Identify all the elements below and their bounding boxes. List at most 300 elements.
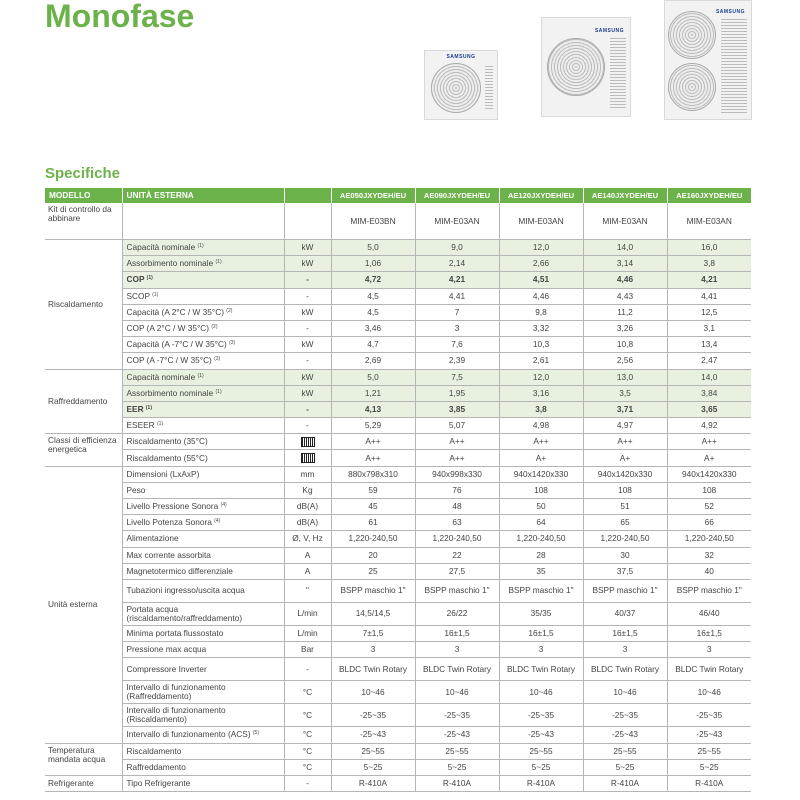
header-model-4: AE140JXYDEH/EU bbox=[583, 188, 667, 203]
cell-value: BLDC Twin Rotary bbox=[415, 658, 499, 681]
row-unit: °C bbox=[284, 743, 331, 759]
cell-value: A+ bbox=[499, 450, 583, 466]
cell-value: A++ bbox=[331, 434, 415, 450]
row-label-text: Assorbimento nominale bbox=[126, 387, 214, 398]
cell-value: 5,0 bbox=[331, 369, 415, 385]
row-unit: kW bbox=[284, 385, 331, 401]
row-label bbox=[122, 515, 284, 531]
cell-value: 10~46 bbox=[499, 681, 583, 704]
row-unit: dB(A) bbox=[284, 515, 331, 531]
row-label bbox=[122, 337, 284, 353]
cell-value: 48 bbox=[415, 499, 499, 515]
row-label-text: Portata acqua (riscaldamento/raffreddamento) bbox=[126, 603, 243, 623]
row-label-text: Dimensioni (LxAxP) bbox=[126, 468, 200, 479]
row-unit: - bbox=[284, 775, 331, 791]
cell-value: 13,4 bbox=[667, 337, 751, 353]
row-label bbox=[122, 602, 284, 625]
table-row bbox=[45, 385, 751, 401]
cell-value: 880x798x310 bbox=[331, 466, 415, 482]
cell-value: 3,1 bbox=[667, 320, 751, 336]
row-label bbox=[122, 401, 284, 417]
table-row bbox=[45, 704, 751, 727]
table-row bbox=[45, 775, 751, 791]
row-label-text: Capacità (A 2°C / W 35°C) bbox=[126, 306, 224, 317]
grille-icon bbox=[485, 65, 493, 109]
row-unit: A bbox=[284, 563, 331, 579]
cell-value: 25~55 bbox=[499, 743, 583, 759]
cell-value: 4,5 bbox=[331, 304, 415, 320]
cell-value: 35 bbox=[499, 563, 583, 579]
cell-value: 1,220-240,50 bbox=[583, 531, 667, 547]
cell-value: 3 bbox=[583, 642, 667, 658]
cell-value: -25~43 bbox=[331, 727, 415, 743]
cell-value: 2,56 bbox=[583, 353, 667, 369]
cell-value: 16±1,5 bbox=[583, 625, 667, 641]
table-row bbox=[45, 337, 751, 353]
row-label bbox=[122, 353, 284, 369]
footnote-marker: (2) bbox=[211, 324, 218, 331]
cell-value: 10,3 bbox=[499, 337, 583, 353]
cell-value: 4,46 bbox=[583, 272, 667, 288]
brand-logo: SAMSUNG bbox=[594, 28, 624, 34]
cell-value: A++ bbox=[583, 434, 667, 450]
cell-value: BSPP maschio 1" bbox=[415, 579, 499, 602]
cell-value: 3,8 bbox=[499, 401, 583, 417]
row-label bbox=[122, 759, 284, 775]
table-row bbox=[45, 450, 751, 466]
row-unit: - bbox=[284, 658, 331, 681]
table-row bbox=[45, 418, 751, 434]
cell-value: 4,43 bbox=[583, 288, 667, 304]
cell-value: 20 bbox=[331, 547, 415, 563]
row-unit: L/min bbox=[284, 602, 331, 625]
table-row bbox=[45, 602, 751, 625]
cell-value: 4,21 bbox=[667, 272, 751, 288]
cell-value: A++ bbox=[415, 434, 499, 450]
table-row bbox=[45, 531, 751, 547]
row-label-text: Riscaldamento (35°C) bbox=[126, 436, 208, 447]
cell-value: 12,5 bbox=[667, 304, 751, 320]
table-row bbox=[45, 256, 751, 272]
cell-value: 3,8 bbox=[667, 256, 751, 272]
row-unit: kW bbox=[284, 256, 331, 272]
footnote-marker: (3) bbox=[214, 356, 221, 363]
cell-value: 2,61 bbox=[499, 353, 583, 369]
footnote-marker: (2) bbox=[226, 307, 233, 314]
cell-value: A++ bbox=[499, 434, 583, 450]
footnote-marker: (1) bbox=[152, 291, 159, 298]
cell-value: 25~55 bbox=[667, 743, 751, 759]
cell-value: 1,220-240,50 bbox=[667, 531, 751, 547]
cell-value: 3,46 bbox=[331, 320, 415, 336]
row-unit: - bbox=[284, 272, 331, 288]
row-label-text: Intervallo di funzionamento (Riscaldamento) bbox=[126, 705, 226, 725]
row-label-text: Intervallo di funzionamento (ACS) bbox=[126, 729, 251, 740]
cell-value: -25~35 bbox=[331, 704, 415, 727]
table-row bbox=[45, 203, 751, 240]
row-label bbox=[122, 642, 284, 658]
row-label-text: Tubazioni ingresso/uscita acqua bbox=[126, 585, 245, 596]
brand-logo: SAMSUNG bbox=[715, 9, 745, 15]
footnote-marker: (1) bbox=[197, 372, 204, 379]
row-unit: - bbox=[284, 353, 331, 369]
table-row bbox=[45, 288, 751, 304]
cell-value: 1,220-240,50 bbox=[499, 531, 583, 547]
cell-value: 3,84 bbox=[667, 385, 751, 401]
row-label-text: Capacità nominale bbox=[126, 242, 196, 253]
cell-value: 7±1,5 bbox=[331, 625, 415, 641]
row-label-text: SCOP bbox=[126, 290, 150, 301]
row-label-text: Riscaldamento (55°C) bbox=[126, 452, 208, 463]
row-unit: A bbox=[284, 547, 331, 563]
cell-value: 940x1420x330 bbox=[667, 466, 751, 482]
group-label-outdoor: Unità esterna bbox=[45, 466, 122, 743]
row-unit: kW bbox=[284, 304, 331, 320]
cell-value: -25~35 bbox=[667, 704, 751, 727]
header-model-2: AE090JXYDEH/EU bbox=[415, 188, 499, 203]
table-row bbox=[45, 547, 751, 563]
table-row bbox=[45, 759, 751, 775]
row-label-text: Intervallo di funzionamento (Raffreddamento) bbox=[126, 682, 226, 702]
cell-value: A++ bbox=[415, 450, 499, 466]
row-label bbox=[122, 563, 284, 579]
cell-value: MIM-E03AN bbox=[667, 203, 751, 240]
row-label bbox=[122, 450, 284, 466]
table-row bbox=[45, 466, 751, 482]
cell-value: 5~25 bbox=[667, 759, 751, 775]
cell-value: 37,5 bbox=[583, 563, 667, 579]
specifications-table bbox=[45, 188, 751, 792]
fan-icon bbox=[668, 11, 716, 59]
cell-value: 940x1420x330 bbox=[499, 466, 583, 482]
row-label-text: ESEER bbox=[126, 420, 155, 431]
cell-value: 50 bbox=[499, 499, 583, 515]
cell-value: 76 bbox=[415, 482, 499, 498]
cell-value: 3,14 bbox=[583, 256, 667, 272]
cell-value: 13,0 bbox=[583, 369, 667, 385]
group-label-water: Temperatura mandata acqua bbox=[45, 743, 122, 775]
footnote-marker: (1) bbox=[197, 243, 204, 250]
row-label bbox=[122, 727, 284, 743]
cell-value: 2,14 bbox=[415, 256, 499, 272]
cell-value: 4,7 bbox=[331, 337, 415, 353]
cell-value: 4,13 bbox=[331, 401, 415, 417]
energy-label-icon bbox=[301, 437, 315, 447]
row-label bbox=[122, 320, 284, 336]
footnote-marker: (1) bbox=[215, 259, 222, 266]
footnote-marker: (5) bbox=[252, 730, 259, 737]
cell-value: 3 bbox=[667, 642, 751, 658]
row-unit: °C bbox=[284, 727, 331, 743]
table-row bbox=[45, 369, 751, 385]
table-row bbox=[45, 401, 751, 417]
row-label bbox=[122, 531, 284, 547]
row-label bbox=[122, 658, 284, 681]
row-label bbox=[122, 743, 284, 759]
cell-value: 14,0 bbox=[667, 369, 751, 385]
footnote-marker: (1) bbox=[145, 404, 152, 411]
cell-value: A++ bbox=[331, 450, 415, 466]
row-label bbox=[122, 385, 284, 401]
cell-value: 4,97 bbox=[583, 418, 667, 434]
cell-value: 3,65 bbox=[667, 401, 751, 417]
row-unit: Bar bbox=[284, 642, 331, 658]
cell-value: BSPP maschio 1" bbox=[583, 579, 667, 602]
cell-value: 108 bbox=[499, 482, 583, 498]
fan-icon bbox=[431, 63, 481, 113]
footnote-marker: (1) bbox=[215, 388, 222, 395]
section-title: Specifiche bbox=[45, 165, 121, 182]
row-unit: - bbox=[284, 288, 331, 304]
outdoor-unit-large-image bbox=[664, 0, 752, 120]
cell-value: 11,2 bbox=[583, 304, 667, 320]
row-unit: Ø, V, Hz bbox=[284, 531, 331, 547]
cell-value: 63 bbox=[415, 515, 499, 531]
cell-value: 25 bbox=[331, 563, 415, 579]
cell-value: 2,39 bbox=[415, 353, 499, 369]
row-label-text: Alimentazione bbox=[126, 533, 179, 544]
fan-icon bbox=[668, 63, 716, 111]
cell-value: 9,8 bbox=[499, 304, 583, 320]
table-row bbox=[45, 499, 751, 515]
table-row bbox=[45, 353, 751, 369]
cell-value: 28 bbox=[499, 547, 583, 563]
row-unit-empty bbox=[284, 203, 331, 240]
cell-value: BLDC Twin Rotary bbox=[331, 658, 415, 681]
cell-value: 4,41 bbox=[667, 288, 751, 304]
cell-value: 10~46 bbox=[583, 681, 667, 704]
cell-value: 3 bbox=[331, 642, 415, 658]
cell-value: 14,5/14,5 bbox=[331, 602, 415, 625]
cell-value: 3,5 bbox=[583, 385, 667, 401]
cell-value: -25~43 bbox=[499, 727, 583, 743]
cell-value: 9,0 bbox=[415, 240, 499, 256]
footnote-marker: (4) bbox=[220, 502, 227, 509]
row-label bbox=[122, 434, 284, 450]
cell-value: A+ bbox=[667, 450, 751, 466]
cell-value: 66 bbox=[667, 515, 751, 531]
table-row bbox=[45, 304, 751, 320]
fan-icon bbox=[547, 38, 605, 96]
header-model: MODELLO bbox=[45, 188, 122, 203]
cell-value: 1,95 bbox=[415, 385, 499, 401]
cell-value: 2,47 bbox=[667, 353, 751, 369]
cell-value: 5~25 bbox=[583, 759, 667, 775]
cell-value: 4,21 bbox=[415, 272, 499, 288]
cell-value: 10~46 bbox=[667, 681, 751, 704]
row-label bbox=[122, 288, 284, 304]
cell-value: 4,46 bbox=[499, 288, 583, 304]
row-label-text: Pressione max acqua bbox=[126, 644, 207, 655]
row-unit: kW bbox=[284, 240, 331, 256]
cell-value: -25~43 bbox=[667, 727, 751, 743]
cell-value: 3,26 bbox=[583, 320, 667, 336]
cell-value: 108 bbox=[667, 482, 751, 498]
header-model-1: AE050JXYDEH/EU bbox=[331, 188, 415, 203]
table-row bbox=[45, 743, 751, 759]
cell-value: 7,6 bbox=[415, 337, 499, 353]
row-label bbox=[122, 304, 284, 320]
cell-value: R-410A bbox=[415, 775, 499, 791]
outdoor-unit-small-image bbox=[424, 50, 498, 120]
cell-value: 1,21 bbox=[331, 385, 415, 401]
row-label-text: Peso bbox=[126, 484, 146, 495]
cell-value: 64 bbox=[499, 515, 583, 531]
cell-value: 25~55 bbox=[583, 743, 667, 759]
row-label bbox=[122, 547, 284, 563]
cell-value: 22 bbox=[415, 547, 499, 563]
group-label-cooling: Raffreddamento bbox=[45, 369, 122, 434]
cell-value: 45 bbox=[331, 499, 415, 515]
table-row bbox=[45, 579, 751, 602]
cell-value: BLDC Twin Rotary bbox=[667, 658, 751, 681]
row-label-text: Raffreddamento bbox=[126, 761, 186, 772]
brand-logo: SAMSUNG bbox=[446, 54, 476, 60]
cell-value: 61 bbox=[331, 515, 415, 531]
cell-value: 5~25 bbox=[415, 759, 499, 775]
cell-value: 940x1420x330 bbox=[583, 466, 667, 482]
row-unit: L/min bbox=[284, 625, 331, 641]
row-unit: dB(A) bbox=[284, 499, 331, 515]
row-label bbox=[122, 272, 284, 288]
row-label bbox=[122, 256, 284, 272]
grille-icon bbox=[610, 38, 626, 108]
cell-value: MIM-E03AN bbox=[499, 203, 583, 240]
cell-value: 5,07 bbox=[415, 418, 499, 434]
cell-value: MIM-E03BN bbox=[331, 203, 415, 240]
cell-value: A++ bbox=[667, 434, 751, 450]
cell-value: 3 bbox=[499, 642, 583, 658]
header-model-5: AE160JXYDEH/EU bbox=[667, 188, 751, 203]
row-unit bbox=[284, 450, 331, 466]
cell-value: R-410A bbox=[583, 775, 667, 791]
cell-value: 5,29 bbox=[331, 418, 415, 434]
cell-value: 25~55 bbox=[331, 743, 415, 759]
cell-value: BSPP maschio 1" bbox=[331, 579, 415, 602]
cell-value: A+ bbox=[583, 450, 667, 466]
cell-value: 5~25 bbox=[499, 759, 583, 775]
row-unit: - bbox=[284, 320, 331, 336]
cell-value: 5~25 bbox=[331, 759, 415, 775]
cell-value: -25~35 bbox=[499, 704, 583, 727]
row-label-text: Minima portata flussostato bbox=[126, 628, 224, 639]
cell-value: BLDC Twin Rotary bbox=[583, 658, 667, 681]
header-outdoor-unit: UNITÀ ESTERNA bbox=[122, 188, 284, 203]
row-label-text: Capacità nominale bbox=[126, 371, 196, 382]
header-unit-blank bbox=[284, 188, 331, 203]
row-label-text: Assorbimento nominale bbox=[126, 258, 214, 269]
row-label-text: COP bbox=[126, 274, 145, 285]
page-title: Monofase bbox=[45, 0, 195, 34]
cell-value: 4,72 bbox=[331, 272, 415, 288]
table-row bbox=[45, 240, 751, 256]
table-row bbox=[45, 658, 751, 681]
cell-value: 51 bbox=[583, 499, 667, 515]
cell-value: 32 bbox=[667, 547, 751, 563]
table-row bbox=[45, 320, 751, 336]
row-label-text: EER bbox=[126, 403, 144, 414]
cell-value: 12,0 bbox=[499, 369, 583, 385]
row-label bbox=[122, 579, 284, 602]
row-label bbox=[122, 482, 284, 498]
grille-icon bbox=[721, 17, 747, 113]
cell-value: 940x998x330 bbox=[415, 466, 499, 482]
cell-value: 40/37 bbox=[583, 602, 667, 625]
cell-value: 3,32 bbox=[499, 320, 583, 336]
row-label-text: COP (A 2°C / W 35°C) bbox=[126, 323, 210, 334]
row-label bbox=[122, 369, 284, 385]
table-row bbox=[45, 272, 751, 288]
cell-value: 65 bbox=[583, 515, 667, 531]
cell-value: 16±1,5 bbox=[499, 625, 583, 641]
cell-value: -25~35 bbox=[583, 704, 667, 727]
cell-value: 4,41 bbox=[415, 288, 499, 304]
header-model-3: AE120JXYDEH/EU bbox=[499, 188, 583, 203]
cell-value: 59 bbox=[331, 482, 415, 498]
cell-value: R-410A bbox=[667, 775, 751, 791]
cell-value: 7 bbox=[415, 304, 499, 320]
cell-value: -25~43 bbox=[415, 727, 499, 743]
cell-value: MIM-E03AN bbox=[415, 203, 499, 240]
cell-value: 4,51 bbox=[499, 272, 583, 288]
group-label-energy: Classi di efficienza energetica bbox=[45, 434, 122, 466]
table-row bbox=[45, 515, 751, 531]
cell-value: 25~55 bbox=[415, 743, 499, 759]
cell-value: 3,16 bbox=[499, 385, 583, 401]
cell-value: 16±1,5 bbox=[667, 625, 751, 641]
cell-value: -25~43 bbox=[583, 727, 667, 743]
row-unit: - bbox=[284, 401, 331, 417]
row-unit: kW bbox=[284, 369, 331, 385]
cell-value: BSPP maschio 1" bbox=[667, 579, 751, 602]
cell-value: BSPP maschio 1" bbox=[499, 579, 583, 602]
cell-value: 52 bbox=[667, 499, 751, 515]
row-unit: kW bbox=[284, 337, 331, 353]
energy-label-icon bbox=[301, 453, 315, 463]
row-label-text: Max corrente assorbita bbox=[126, 549, 211, 560]
cell-value: 46/40 bbox=[667, 602, 751, 625]
row-label-text: Compressore Inverter bbox=[126, 663, 207, 674]
row-unit bbox=[284, 434, 331, 450]
cell-value: 3,71 bbox=[583, 401, 667, 417]
cell-value: 2,69 bbox=[331, 353, 415, 369]
row-label-text: Riscaldamento bbox=[126, 745, 182, 756]
row-label-text: Livello Potenza Sonora bbox=[126, 517, 212, 528]
row-label-text: Tipo Refrigerante bbox=[126, 777, 191, 788]
row-unit: °C bbox=[284, 759, 331, 775]
group-label-kit: Kit di controllo da abbinare bbox=[45, 203, 122, 240]
row-label bbox=[122, 466, 284, 482]
footnote-marker: (4) bbox=[214, 518, 221, 525]
table-row bbox=[45, 482, 751, 498]
cell-value: 2,66 bbox=[499, 256, 583, 272]
cell-value: MIM-E03AN bbox=[583, 203, 667, 240]
cell-value: R-410A bbox=[331, 775, 415, 791]
row-label-text: Capacità (A -7°C / W 35°C) bbox=[126, 339, 227, 350]
cell-value: 3 bbox=[415, 642, 499, 658]
footnote-marker: (1) bbox=[156, 421, 164, 428]
footnote-marker: (3) bbox=[229, 340, 236, 347]
cell-value: 10~46 bbox=[331, 681, 415, 704]
cell-value: 35/35 bbox=[499, 602, 583, 625]
row-unit: Kg bbox=[284, 482, 331, 498]
cell-value: 14,0 bbox=[583, 240, 667, 256]
group-label-refrigerant: Refrigerante bbox=[45, 775, 122, 791]
table-row bbox=[45, 681, 751, 704]
cell-value: 3 bbox=[415, 320, 499, 336]
cell-value: -25~35 bbox=[415, 704, 499, 727]
group-label-heating: Riscaldamento bbox=[45, 240, 122, 370]
